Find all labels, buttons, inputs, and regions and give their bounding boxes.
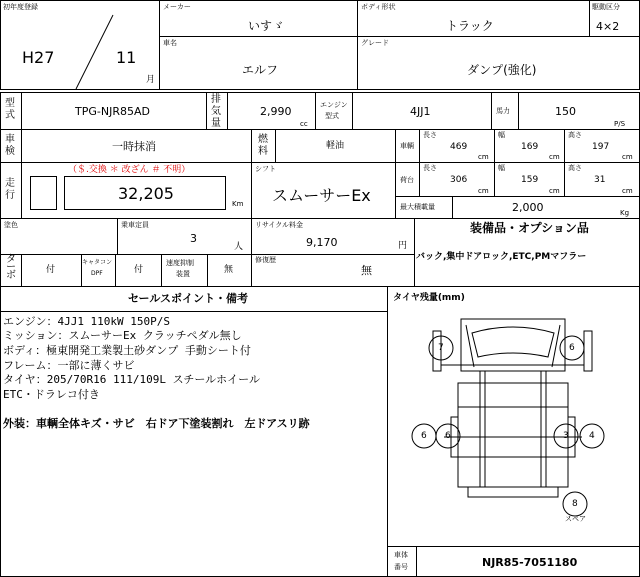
- reg-era: H27: [22, 48, 55, 67]
- body-shape-value: トラック: [446, 19, 494, 33]
- body-width-unit: cm: [549, 153, 560, 161]
- rear-bumper: [468, 487, 558, 497]
- turbo-label: ターボ: [6, 254, 16, 281]
- shift-value: スムーサーEx: [272, 186, 371, 205]
- sales-line-6: ETC・ドラレコ付き: [3, 388, 100, 401]
- capacity-label: 乗車定員: [121, 221, 149, 229]
- engine-label-cell: [315, 92, 353, 130]
- body-width-label: 幅: [498, 131, 505, 139]
- cab-pillar-left: [466, 325, 474, 367]
- dpf-label-2: DPF: [91, 270, 103, 277]
- limiter-value: 無: [224, 265, 234, 275]
- body-bed: [458, 383, 568, 487]
- car-name-value: エルフ: [242, 63, 279, 77]
- capacity-value: 3: [190, 232, 197, 245]
- body-height-value: 197: [592, 142, 610, 152]
- displacement-value: 2,990: [260, 105, 292, 118]
- sales-line-2: ミッション：スムーサーEx クラッチペダル無し: [3, 329, 242, 342]
- drive-label: 駆動区分: [592, 3, 620, 11]
- tire-spare-value: 8: [572, 499, 578, 509]
- sales-line-5: タイヤ：205/70R16 111/109L スチールホイール: [3, 373, 260, 386]
- hp-unit: P/S: [614, 120, 626, 128]
- tire-rear-left-outer-value: 6: [421, 431, 427, 441]
- reg-cell: [0, 0, 160, 90]
- car-name-label: 車名: [163, 39, 177, 47]
- mileage-warning: （＄.交換 ＊ 改ざん ＃ 不明）: [68, 165, 191, 175]
- chassis-label-1: 車体: [394, 551, 408, 559]
- body-length-label: 長さ: [423, 131, 437, 139]
- options-title: 装備品・オプション品: [470, 221, 589, 235]
- tire-rear-right-inner-value: 3: [563, 431, 569, 441]
- max-load-cell: [452, 196, 640, 219]
- capacity-unit: 人: [234, 242, 244, 252]
- max-load-value: 2,000: [512, 201, 544, 214]
- engine-label-1: エンジン: [320, 101, 348, 109]
- model-label: 型式: [5, 98, 15, 121]
- body-height-label: 高さ: [568, 131, 582, 139]
- tire-front-left-value: 7: [438, 343, 444, 353]
- mileage-value: 32,205: [118, 184, 174, 203]
- chassis-label-2: 番号: [394, 563, 408, 571]
- mileage-label: 走行: [5, 178, 15, 201]
- front-right-hub: [584, 331, 592, 371]
- engine-value: 4JJ1: [410, 105, 431, 118]
- bed-height-label: 高さ: [568, 164, 582, 172]
- engine-label-2: 型式: [325, 112, 339, 120]
- sales-title: セールスポイント・備考: [128, 292, 249, 305]
- grade-value: ダンプ(強化): [467, 63, 537, 77]
- drive-value: 4×2: [596, 20, 620, 33]
- chassis-value: NJR85-7051180: [482, 556, 578, 569]
- limiter-label-2: 装置: [176, 270, 190, 278]
- repair-value: 無: [361, 264, 372, 277]
- hp-label: 馬力: [496, 107, 510, 115]
- grade-label: グレード: [361, 39, 389, 47]
- hp-value: 150: [555, 105, 576, 118]
- cab-pillar-right: [552, 325, 560, 367]
- reg-divider-line: [1, 1, 159, 89]
- model-value: TPG-NJR85AD: [75, 105, 150, 118]
- repair-label: 修復歴: [255, 256, 276, 264]
- options-text-clip: [416, 250, 638, 266]
- max-load-unit: Kg: [620, 209, 630, 217]
- tire-rear-right-outer-value: 4: [589, 431, 595, 441]
- fuel-value: 軽油: [326, 141, 345, 151]
- tire-title: タイヤ残量(mm): [393, 293, 465, 303]
- reg-month: 11: [116, 48, 137, 67]
- recycle-unit: 円: [398, 241, 408, 251]
- recycle-value: 9,170: [306, 236, 338, 249]
- max-load-label: 最大積載量: [400, 203, 435, 211]
- inspection-value: 一時抹消: [112, 140, 156, 153]
- reg-label: 初年度登録: [3, 3, 38, 11]
- fuel-label: 燃料: [258, 134, 268, 157]
- truck-diagram: [388, 287, 639, 546]
- bed-length-unit: cm: [478, 187, 489, 195]
- tire-front-right-value: 6: [569, 343, 575, 353]
- bed-length-value: 306: [450, 175, 468, 185]
- bed-width-label: 幅: [498, 164, 505, 172]
- maker-value: いすゞ: [248, 19, 285, 33]
- sales-line-1: エンジン：4JJ1 110kW 150P/S: [3, 315, 171, 328]
- body-length-unit: cm: [478, 153, 489, 161]
- tire-spare-label: スペア: [565, 515, 586, 523]
- options-text: バック,集中ドアロック,ETC,PMマフラー: [416, 252, 587, 262]
- tire-rear-left-inner-value: 6: [445, 431, 451, 441]
- cab-window: [472, 327, 554, 357]
- sales-line-3: ボディ：極東開発工業製土砂ダンプ 手動シート付: [3, 344, 251, 357]
- dpf-value: 付: [134, 265, 144, 275]
- body-height-unit: cm: [622, 153, 633, 161]
- body-shape-label: ボディ形状: [361, 3, 396, 11]
- bed-dims-label: 荷台: [400, 176, 414, 184]
- sales-line-4: フレーム：一部に薄くサビ: [3, 359, 135, 372]
- shift-label: シフト: [255, 165, 276, 173]
- displacement-label: 排気量: [211, 94, 221, 129]
- body-length-value: 469: [450, 142, 468, 152]
- body-dims-label: 車輌: [400, 142, 414, 150]
- turbo-value: 付: [46, 265, 56, 275]
- sales-exterior: 外装：車輌全体キズ・サビ 右ドア下塗装割れ 左ドアスリ跡: [3, 417, 310, 430]
- color-label: 塗色: [4, 221, 18, 229]
- bed-width-unit: cm: [549, 187, 560, 195]
- mileage-unit: Km: [232, 200, 244, 208]
- displacement-unit: cc: [300, 120, 308, 128]
- limiter-label-1: 速度抑制: [166, 259, 194, 267]
- recycle-label: リサイクル料金: [255, 221, 304, 229]
- body-width-value: 169: [521, 142, 539, 152]
- inspection-label: 車検: [5, 134, 15, 157]
- bed-height-unit: cm: [622, 187, 633, 195]
- bed-height-value: 31: [594, 175, 606, 185]
- bed-length-label: 長さ: [423, 164, 437, 172]
- reg-month-unit: 月: [146, 75, 156, 85]
- dpf-label-1: キャタコン: [82, 259, 113, 266]
- bed-width-value: 159: [521, 175, 539, 185]
- mileage-check-box: [30, 176, 57, 210]
- maker-label: メーカー: [163, 3, 191, 11]
